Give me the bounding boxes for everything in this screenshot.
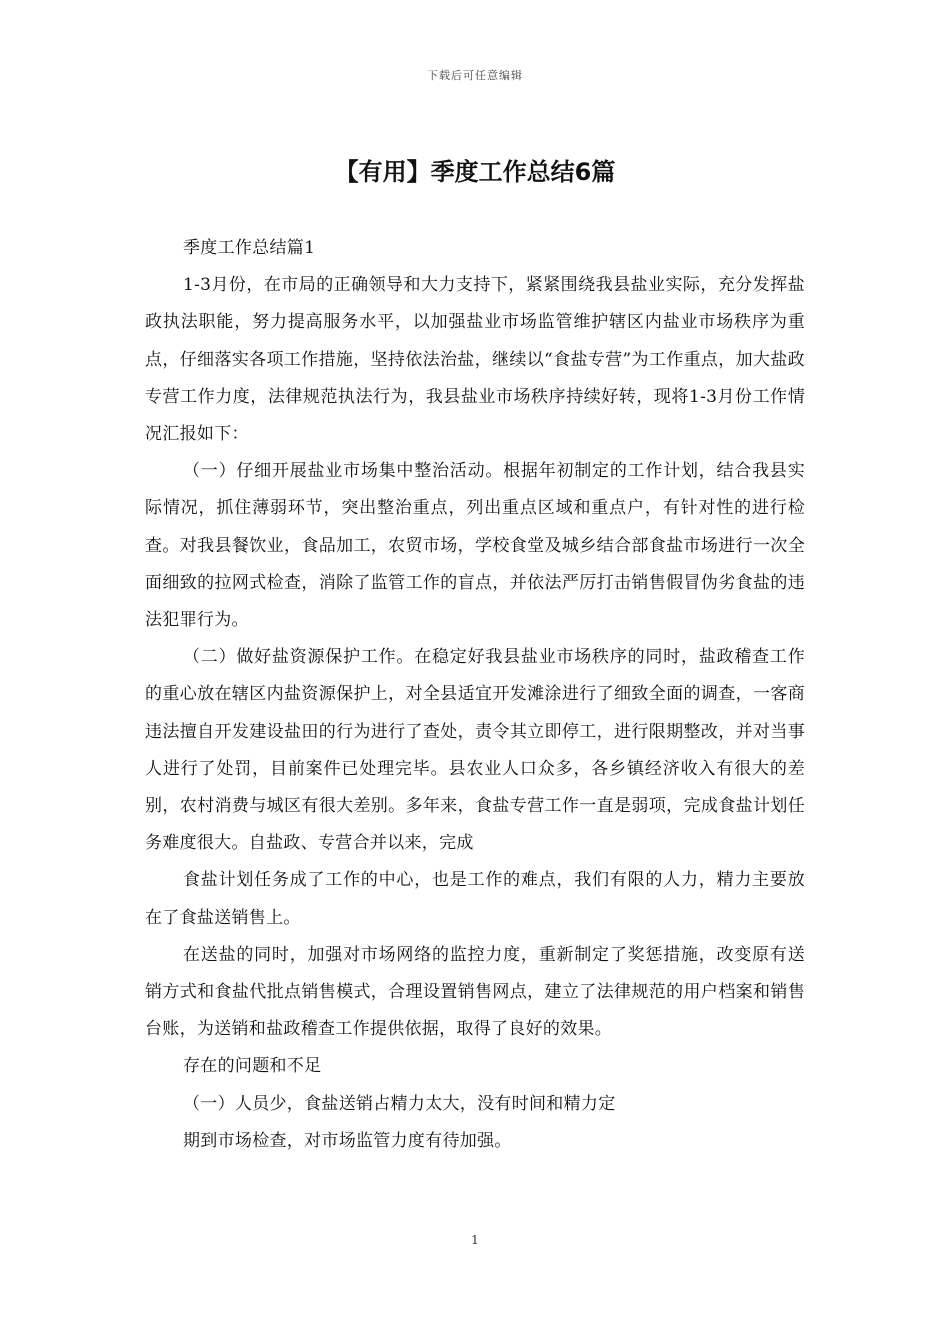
problem-item-1-continued: 期到市场检查，对市场监管力度有待加强。 xyxy=(183,1130,512,1151)
page-number: 1 xyxy=(471,1233,479,1247)
problems-heading: 存在的问题和不足 xyxy=(183,1056,322,1077)
paragraph-monitoring: 在送盐的同时，加强对市场网络的监控力度，重新制定了奖惩措施，改变原有送销方式和食盐代批点销售模式，合理设置销售网点，建立了法律规范的用户档案和销售台账，为送销和盐政稽查工作提供依据，取得了良好的效果。 xyxy=(145,944,805,1040)
paragraph-sales: 食盐计划任务成了工作的中心，也是工作的难点，我们有限的人力，精力主要放在了食盐送销售上。 xyxy=(145,870,805,928)
document-body xyxy=(145,230,805,1160)
document-title: 【有用】季度工作总结6篇 xyxy=(334,158,616,186)
paragraph-item-1: （一）仔细开展盐业市场集中整治活动。根据年初制定的工作计划，结合我县实际情况，抓住薄弱环节，突出整治重点，列出重点区域和重点户，有针对性的进行检查。对我县餐饮业，食品加工，农贸市场，学校食堂及城乡结合部食盐市场进行一次全面细致的拉网式检查，消除了监管工作的盲点，并依法严厉打击销售假冒伪劣食盐的违法犯罪行为。 xyxy=(145,461,805,631)
problem-item-1: （一）人员少，食盐送销占精力太大，没有时间和精力定 xyxy=(183,1093,616,1114)
paragraph-item-2: （二）做好盐资源保护工作。在稳定好我县盐业市场秩序的同时，盐政稽查工作的重心放在辖区内盐资源保护上，对全县适宜开发滩涂进行了细致全面的调查，一客商违法擅自开发建设盐田的行为进行了查处，责令其立即停工，进行限期整改，并对当事人进行了处罚，目前案件已处理完毕。县农业人口众多，各乡镇经济收入有很大的差别，农村消费与城区有很大差别。多年来，食盐专营工作一直是弱项，完成食盐计划任务难度很大。自盐政、专营合并以来，完成 xyxy=(145,647,805,854)
paragraph-intro: 1-3月份，在市局的正确领导和大力支持下，紧紧围绕我县盐业实际，充分发挥盐政执法职能，努力提高服务水平，以加强盐业市场监管维护辖区内盐业市场秩序为重点，仔细落实各项工作措施，坚持依法治盐，继续以“食盐专营”为工作重点，加大盐政专营工作力度，法律规范执法行为，我县盐业市场秩序持续好转，现将1-3月份工作情况汇报如下： xyxy=(145,275,805,445)
header-note: 下载后可任意编辑 xyxy=(427,69,523,82)
section-heading: 季度工作总结篇1 xyxy=(183,238,316,258)
